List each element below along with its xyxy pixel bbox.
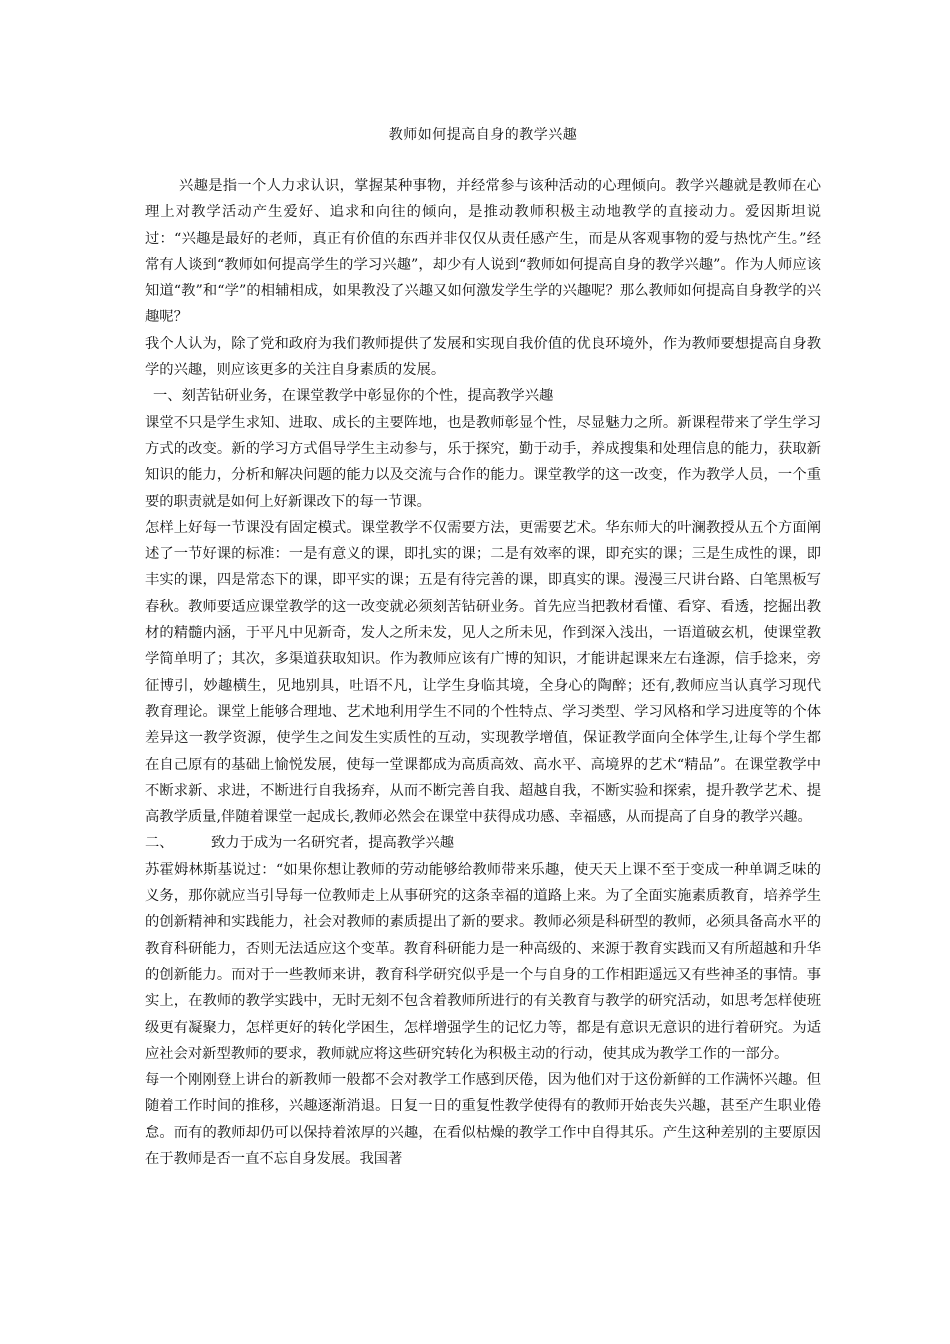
- section-2-heading: [145, 830, 821, 856]
- section-2-number: 二、: [145, 835, 174, 852]
- section-2-paragraph-2: 每一个刚刚登上讲台的新教师一般都不会对教学工作感到厌倦，因为他们对于这份新鲜的工作满怀兴趣。但随着工作时间的推移，兴趣逐渐消退。日复一日的重复性教学使得有的教师开始丧失兴趣，甚至产生职业倦怠。而有的教师却仍可以保持着浓厚的兴趣，在看似枯燥的教学工作中自得其乐。产生这种差别的主要原因在于教师是否一直不忘自身发展。我国著: [145, 1072, 821, 1167]
- section-1-heading: 一、刻苦钻研业务，在课堂教学中彰显你的个性，提高教学兴趣: [153, 388, 554, 405]
- document-title: 教师如何提高自身的教学兴趣: [388, 127, 578, 143]
- intro-paragraph: 兴趣是指一个人力求认识，掌握某种事物，并经常参与该种活动的心理倾向。教学兴趣就是教师在心理上对教学活动产生爱好、追求和向往的倾向，是推动教师积极主动地教学的直接动力。爱因斯坦说过：“兴趣是最好的老师，真正有价值的东西并非仅仅从责任感产生，而是从客观事物的爱与热忱产生。”经常有人谈到“教师如何提高学生的学习兴趣”，却少有人说到“教师如何提高自身的教学兴趣”。作为人师应该知道“教”和“学”的相辅相成，如果教没了兴趣又如何激发学生学的兴趣呢？那么教师如何提高自身教学的兴趣呢？: [145, 178, 821, 326]
- section-2-heading-text: 致力于成为一名研究者，提高教学兴趣: [211, 835, 455, 852]
- section-1-paragraph-1: 课堂不只是学生求知、进取、成长的主要阵地，也是教师彰显个性，尽显魅力之所。新课程带来了学生学习方式的改变。新的学习方式倡导学生主动参与，乐于探究，勤于动手，养成搜集和处理信息的能力，获取新知识的能力，分析和解决问题的能力以及交流与合作的能力。课堂教学的这一改变，作为教学人员，一个重要的职责就是如何上好新课改下的每一节课。: [145, 414, 821, 510]
- document-page: [145, 125, 821, 1172]
- intro-paragraph-2: 我个人认为，除了党和政府为我们教师提供了发展和实现自我价值的优良环境外，作为教师要想提高自身教学的兴趣，则应该更多的关注自身素质的发展。: [145, 335, 821, 379]
- section-1-paragraph-2: 怎样上好每一节课没有固定模式。课堂教学不仅需要方法，更需要艺术。华东师大的叶澜教授从五个方面阐述了一节好课的标准：一是有意义的课，即扎实的课；二是有效率的课，即充实的课；三是生成性的课，即丰实的课，四是常态下的课，即平实的课；五是有待完善的课，即真实的课。漫漫三尺讲台路、白笔黑板写春秋。教师要适应课堂教学的这一改变就必须刻苦钻研业务。首先应当把教材看懂、看穿、看透，挖掘出教材的精髓内涵，于平凡中见新奇，发人之所未发，见人之所未见，作到深入浅出，一语道破玄机，使课堂教学简单明了；其次，多渠道获取知识。作为教师应该有广博的知识，才能讲起课来左右逢源，信手捻来，旁征博引，妙趣横生，见地别具，吐语不凡，让学生身临其境，全身心的陶醉；还有,教师应当认真学习现代教育理论。课堂上能够合理地、艺术地利用学生不同的个性特点、学习类型、学习风格和学习进度等的个体差异这一教学资源，使学生之间发生实质性的互动，实现教学增值，保证教学面向全体学生,让每个学生都在自己原有的基础上愉悦发展，使每一堂课都成为高质高效、高水平、高境界的艺术“精品”。在课堂教学中不断求新、求进，不断进行自我扬弃，从而不断完善自我、超越自我，不断实验和探索，提升教学艺术、提高教学质量,伴随着课堂一起成长,教师必然会在课堂中获得成功感、幸福感，从而提高了自身的教学兴趣。: [145, 519, 821, 826]
- section-2-paragraph-1: 苏霍姆林斯基说过：“如果你想让教师的劳动能够给教师带来乐趣，使天天上课不至于变成一种单调乏味的义务，那你就应当引导每一位教师走上从事研究的这条幸福的道路上来。为了全面实施素质教育，培养学生的创新精神和实践能力，社会对教师的素质提出了新的要求。教师必须是科研型的教师，必须具备高水平的教育科研能力，否则无法适应这个变革。教育科研能力是一种高级的、来源于教育实践而又有所超越和升华的创新能力。而对于一些教师来讲，教育科学研究似乎是一个与自身的工作相距遥远又有些神圣的事情。事实上，在教师的教学实践中，无时无刻不包含着教师所进行的有关教育与教学的研究活动，如思考怎样使班级更有凝聚力，怎样更好的转化学困生，怎样增强学生的记忆力等，都是有意识无意识的进行着研究。为适应社会对新型教师的要求，教师就应将这些研究转化为积极主动的行动，使其成为教学工作的一部分。: [145, 861, 821, 1062]
